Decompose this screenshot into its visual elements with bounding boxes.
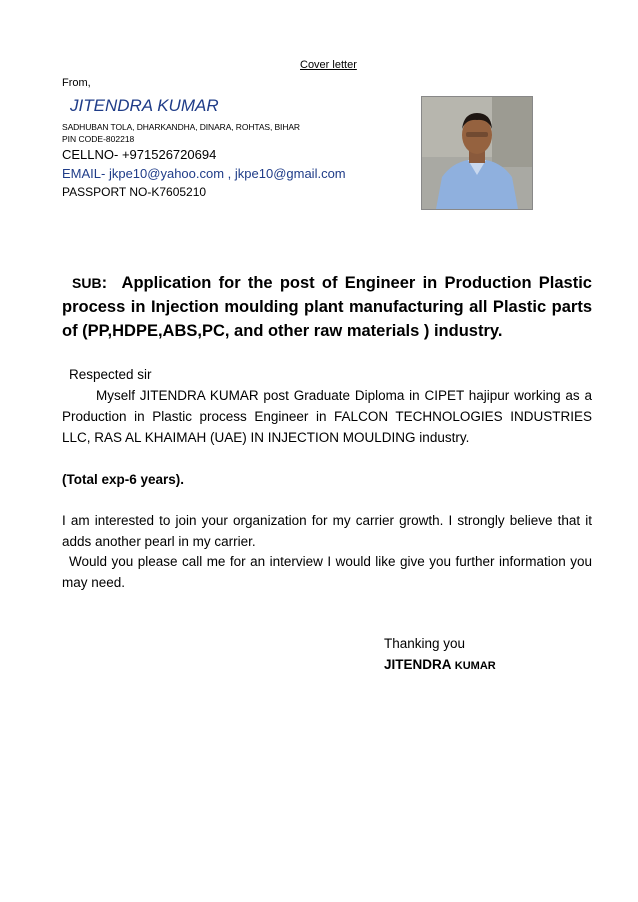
sender-phone: CELLNO- +971526720694	[62, 147, 217, 162]
profile-photo	[421, 96, 533, 210]
subject-text: Application for the post of Engineer in Production Plastic process in Injection moulding plant manufacturing all Plastic parts of (PP,HDPE,ABS,PC, and other raw materials ) industry.	[62, 274, 592, 340]
sender-name: JITENDRA KUMAR	[70, 96, 219, 115]
document-title: Cover letter	[300, 59, 357, 71]
subject-label: SUB	[72, 275, 102, 291]
from-label: From,	[62, 77, 91, 89]
sender-passport: PASSPORT NO-K7605210	[62, 185, 207, 199]
body-paragraph-interest: I am interested to join your organization for my carrier growth. I strongly believe that it adds another pearl in my carrier.	[62, 513, 592, 549]
subject-line	[62, 271, 592, 343]
body-paragraph-intro: Myself JITENDRA KUMAR post Graduate Diploma in CIPET hajipur working as a Production in Plastic process Engineer in FALCON TECHNOLOGIES INDUSTRIES LLC, RAS AL KHAIMAH (UAE) IN INJECTION MOULDING industry.	[62, 388, 592, 445]
signature-first-name: JITENDRA	[384, 657, 452, 672]
experience-note: (Total exp-6 years).	[62, 472, 185, 487]
subject-colon: :	[101, 274, 122, 292]
closing-thanks: Thanking you	[384, 636, 466, 651]
sender-address: SADHUBAN TOLA, DHARKANDHA, DINARA, ROHTAS, BIHAR	[62, 122, 300, 132]
body-paragraph-request: Would you please call me for an interview I would like give you further information you may need.	[62, 554, 592, 590]
closing-signature-name	[384, 657, 496, 672]
signature-last-name: KUMAR	[454, 660, 496, 672]
sender-pin-code: PIN CODE-802218	[62, 134, 135, 144]
sender-email: EMAIL- jkpe10@yahoo.com , jkpe10@gmail.com	[62, 166, 346, 181]
greeting: Respected sir	[69, 367, 152, 382]
